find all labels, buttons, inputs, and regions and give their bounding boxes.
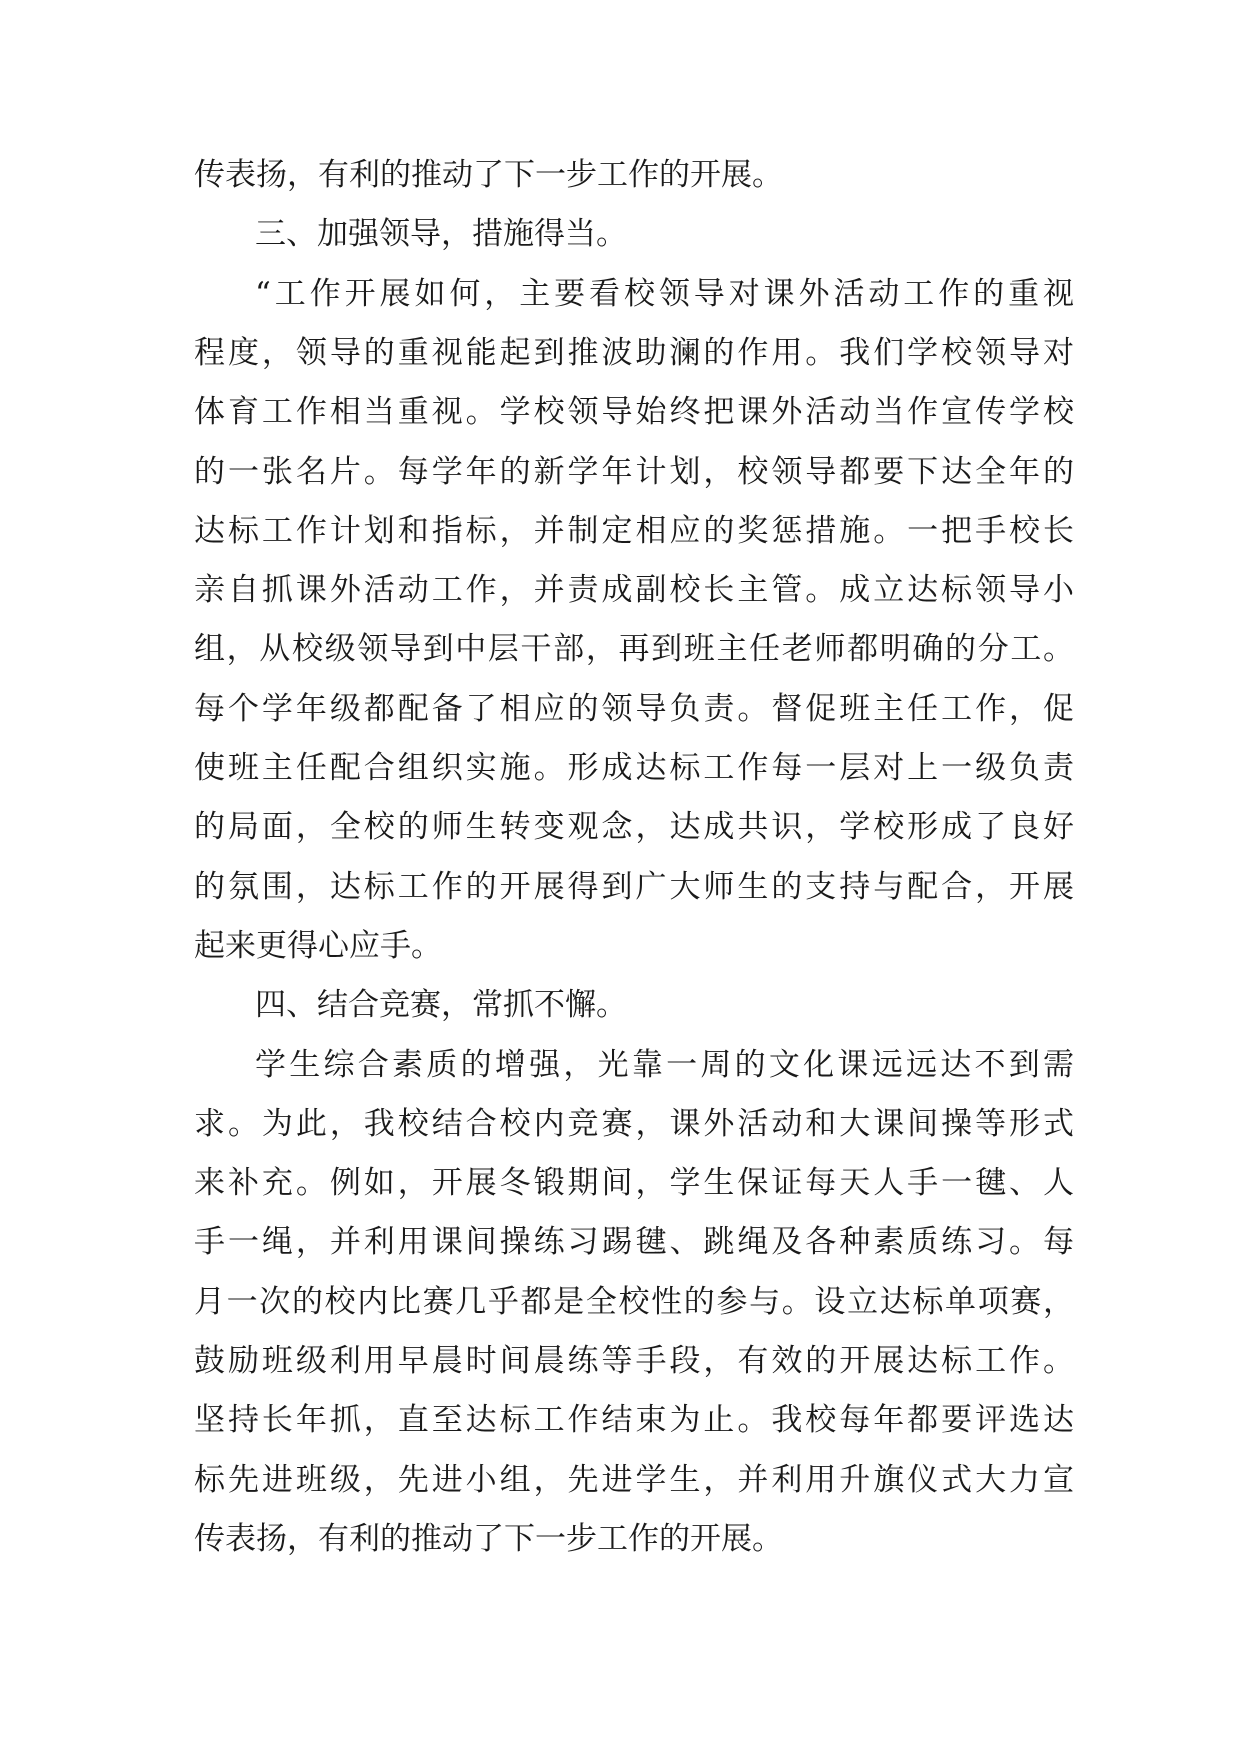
text-line: 的一张名片。每学年的新学年计划，校领导都要下达全年的 [194,453,1074,490]
text-line: 亲自抓课外活动工作，并责成副校长主管。成立达标领导小 [194,572,1074,609]
text-line: 求。为此，我校结合校内竞赛，课外活动和大课间操等形式 [194,1105,1074,1142]
text-line: 坚持长年抓，直至达标工作结束为止。我校每年都要评选达 [194,1402,1074,1439]
text-line: 组，从校级领导到中层干部，再到班主任老师都明确的分工。 [194,631,1074,668]
text-line: 手一绳，并利用课间操练习踢毽、跳绳及各种素质练习。每 [194,1224,1074,1261]
text-line: 的局面，全校的师生转变观念，达成共识，学校形成了良好 [194,809,1074,846]
text-line: 程度，领导的重视能起到推波助澜的作用。我们学校领导对 [194,334,1074,371]
text-line: 四、结合竞赛，常抓不懈。 [255,987,627,1024]
text-line: 月一次的校内比赛几乎都是全校性的参与。设立达标单项赛， [194,1283,1074,1320]
text-line: 使班主任配合组织实施。形成达标工作每一层对上一级负责 [194,750,1074,786]
text-line: 标先进班级，先进小组，先进学生，并利用升旗仪式大力宣 [194,1461,1074,1498]
text-line: 传表扬，有利的推动了下一步工作的开展。 [194,1520,783,1557]
text-line: 鼓励班级利用早晨时间晨练等手段，有效的开展达标工作。 [194,1343,1074,1379]
text-line: 传表扬，有利的推动了下一步工作的开展。 [194,157,783,193]
text-line: 的氛围，达标工作的开展得到广大师生的支持与配合，开展 [194,868,1074,905]
text-line: 学生综合素质的增强，光靠一周的文化课远远达不到需 [255,1046,1074,1083]
text-line: 起来更得心应手。 [194,927,442,964]
text-line: 达标工作计划和指标，并制定相应的奖惩措施。一把手校长 [194,512,1074,549]
text-line: “工作开展如何，主要看校领导对课外活动工作的重视 [255,275,1074,312]
text-line: 来补充。例如，开展冬锻期间，学生保证每天人手一毽、人 [194,1165,1074,1202]
text-line: 每个学年级都配备了相应的领导负责。督促班主任工作，促 [194,690,1074,727]
text-line: 体育工作相当重视。学校领导始终把课外活动当作宣传学校 [194,394,1074,431]
text-line: 三、加强领导，措施得当。 [255,216,627,253]
